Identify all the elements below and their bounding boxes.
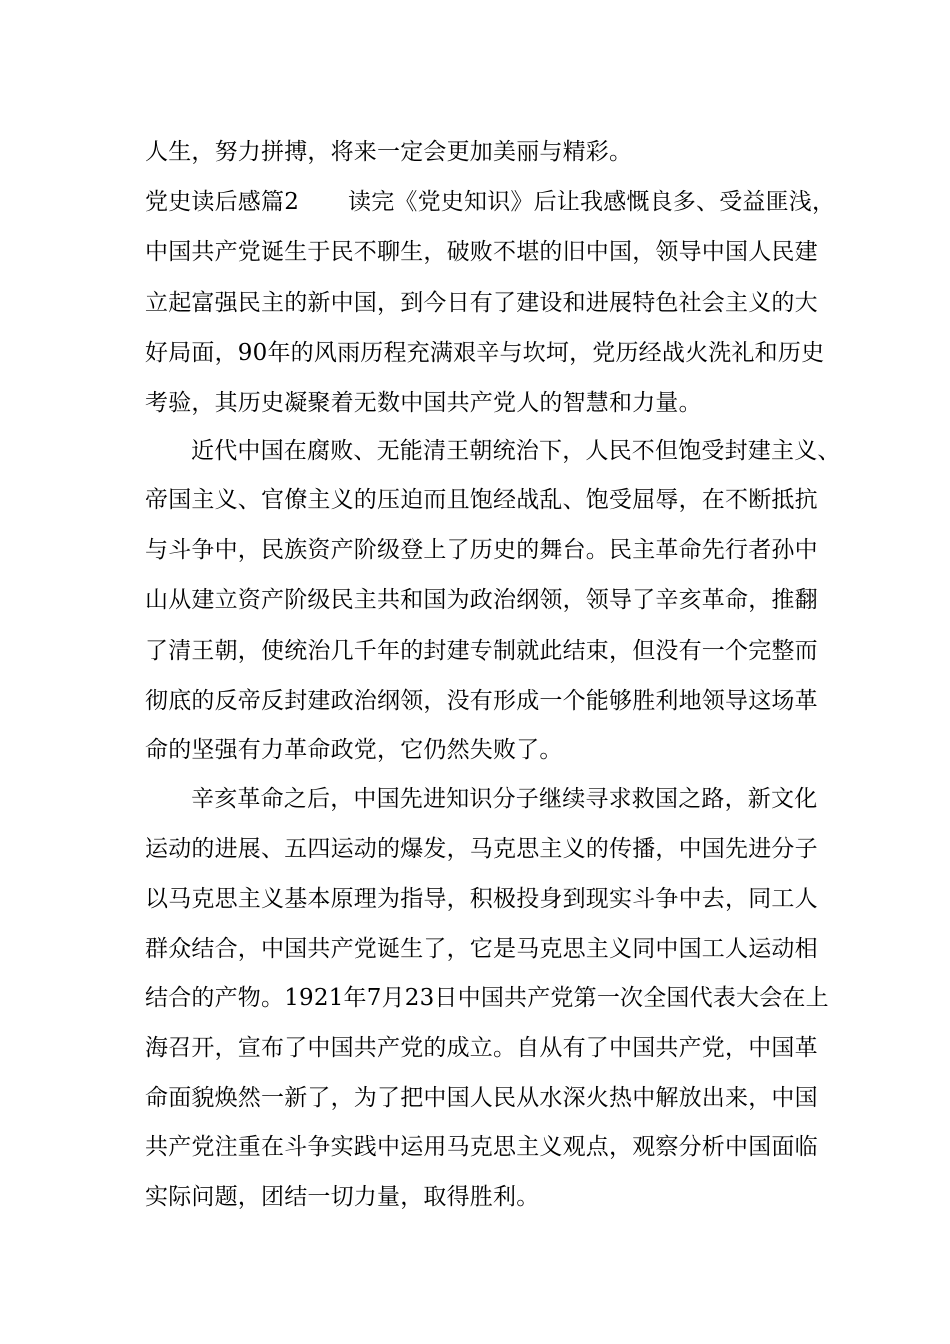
text-line: 运动的进展、五四运动的爆发，马克思主义的传播，中国先进分子 [145, 836, 818, 862]
section-first-line: 读完《党史知识》后让我感慨良多、受益匪浅， [348, 189, 836, 215]
text-line: 好局面，90年的风雨历程充满艰辛与坎坷，党历经战火洗礼和历史 [145, 340, 825, 366]
text-line: 中国共产党诞生于民不聊生，破败不堪的旧中国，领导中国人民建 [145, 239, 818, 265]
text-line: 彻底的反帝反封建政治纲领，没有形成一个能够胜利地领导这场革 [145, 688, 818, 714]
text-line: 共产党注重在斗争实践中运用马克思主义观点，观察分析中国面临 [145, 1134, 818, 1160]
text-line: 立起富强民主的新中国，到今日有了建设和进展特色社会主义的大 [145, 290, 818, 316]
text-line: 命的坚强有力革命政党，它仍然失败了。 [145, 737, 563, 763]
text-line: 山从建立资产阶级民主共和国为政治纲领，领导了辛亥革命，推翻 [145, 587, 818, 613]
section-heading-line [145, 187, 835, 217]
text-line: 结合的产物。1921年7月23日中国共产党第一次全国代表大会在上 [145, 985, 829, 1011]
text-line: 以马克思主义基本原理为指导，积极投身到现实斗争中去，同工人 [145, 886, 818, 912]
paragraph-first-line: 辛亥革命之后，中国先进知识分子继续寻求救国之路，新文化 [191, 786, 818, 812]
text-line: 海召开，宣布了中国共产党的成立。自从有了中国共产党，中国革 [145, 1035, 818, 1061]
text-line: 人生，努力拼搏，将来一定会更加美丽与精彩。 [145, 139, 633, 165]
text-line: 实际问题，团结一切力量，取得胜利。 [145, 1184, 540, 1210]
section-heading: 党史读后感篇2 [145, 189, 300, 215]
text-line: 了清王朝，使统治几千年的封建专制就此结束，但没有一个完整而 [145, 638, 818, 664]
text-line: 群众结合，中国共产党诞生了，它是马克思主义同中国工人运动相 [145, 936, 818, 962]
text-line: 命面貌焕然一新了，为了把中国人民从水深火热中解放出来，中国 [145, 1085, 818, 1111]
paragraph-first-line: 近代中国在腐败、无能清王朝统治下，人民不但饱受封建主义、 [191, 438, 841, 464]
text-line: 考验，其历史凝聚着无数中国共产党人的智慧和力量。 [145, 390, 702, 416]
text-line: 帝国主义、官僚主义的压迫而且饱经战乱、饱受屈辱，在不断抵抗 [145, 487, 818, 513]
text-line: 与斗争中，民族资产阶级登上了历史的舞台。民主革命先行者孙中 [145, 537, 818, 563]
